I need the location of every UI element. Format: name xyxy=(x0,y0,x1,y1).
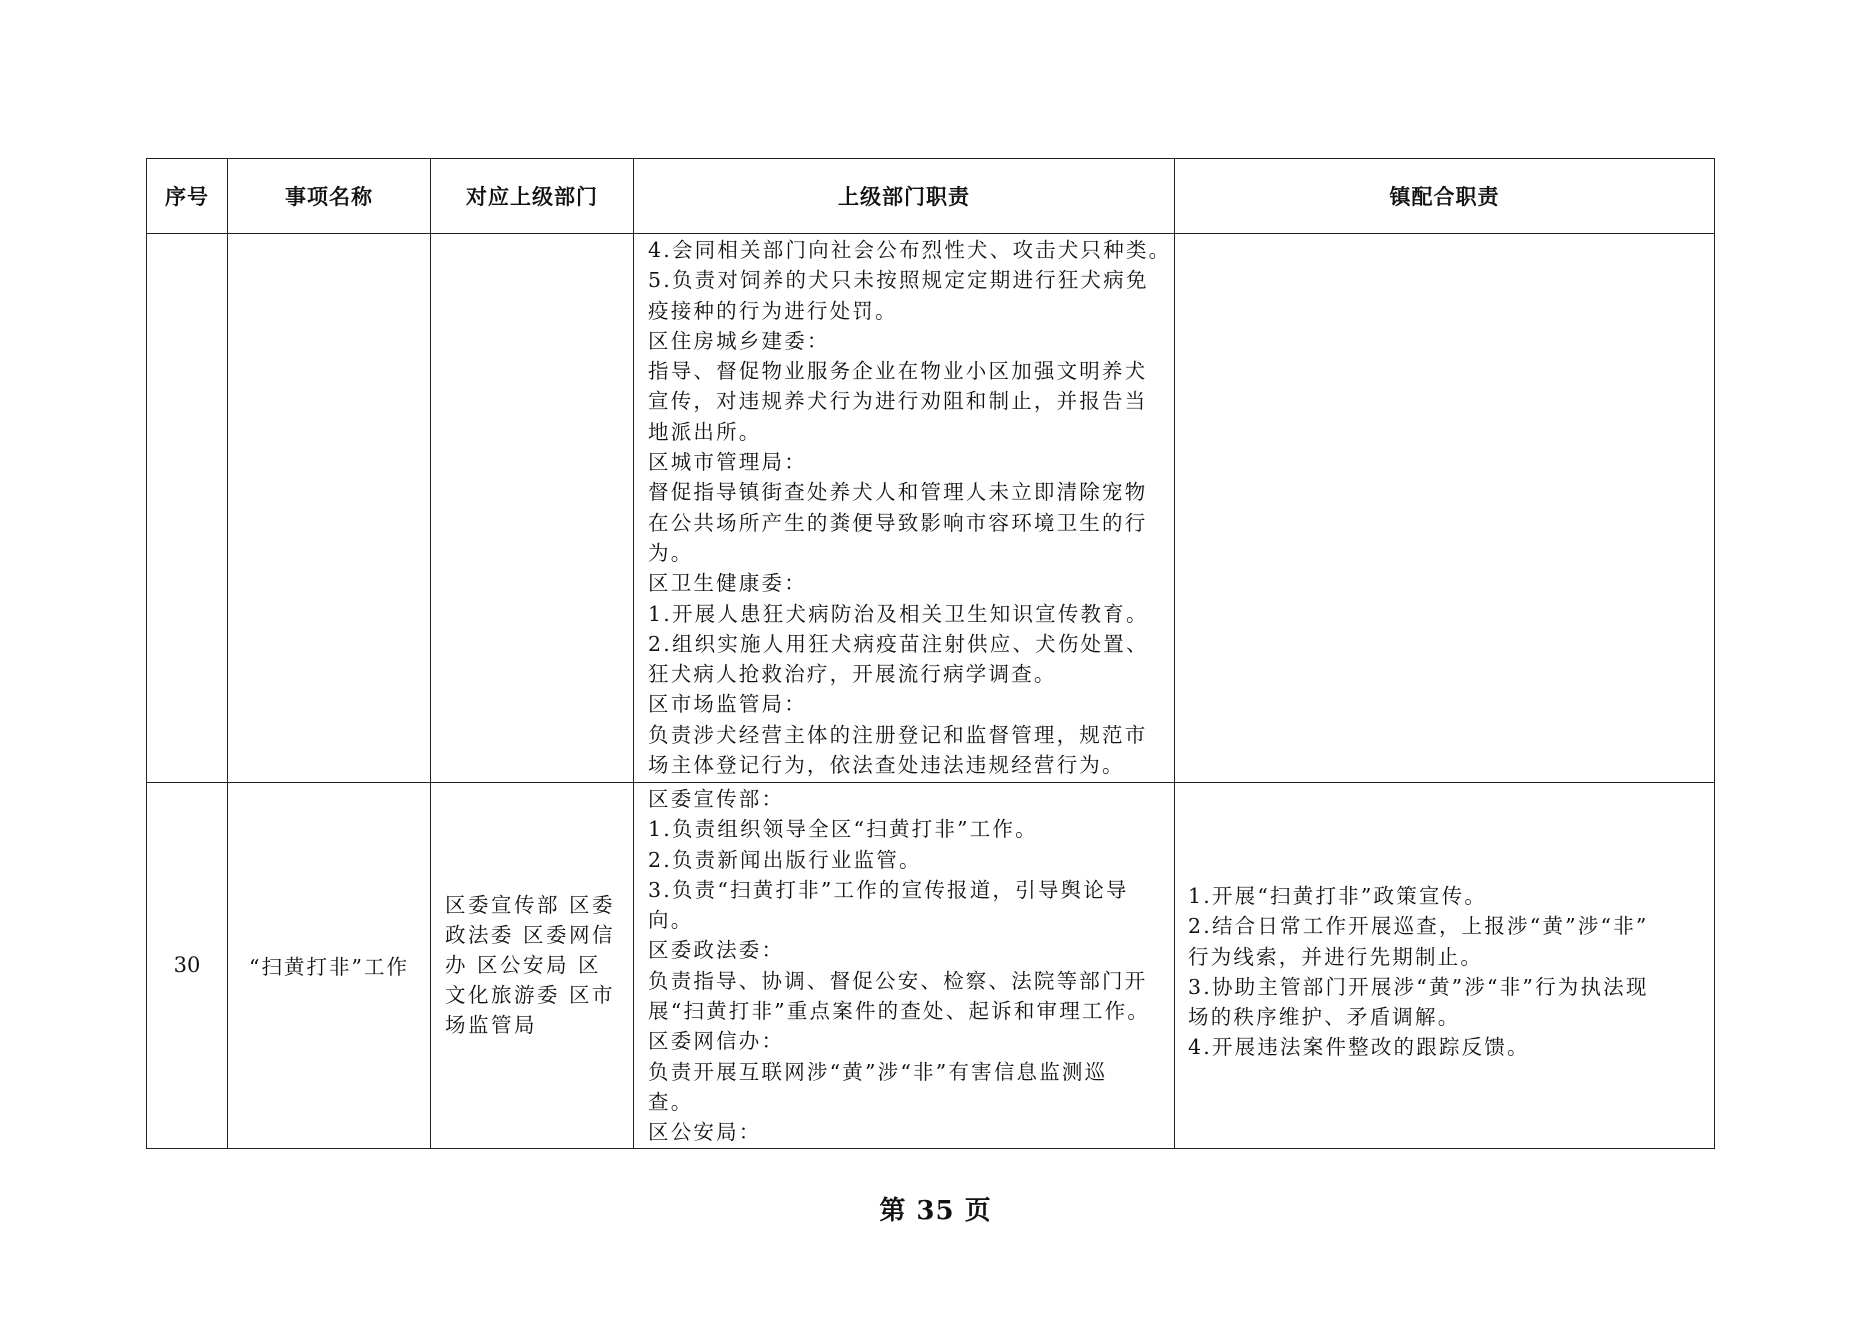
text-line: 在公共场所产生的粪便导致影响市容环境卫生的行 xyxy=(648,510,1148,535)
text-line: 场主体登记行为，依法查处违法违规经营行为。 xyxy=(648,753,1125,778)
row-seq-cell: 30 xyxy=(147,783,228,1149)
row-town-duty-cell xyxy=(1175,783,1715,1149)
text-line: 负责开展互联网涉“黄”涉“非”有害信息监测巡 xyxy=(648,1059,1108,1084)
text-line: 文化旅游委 区市 xyxy=(445,983,616,1008)
text-line: 2.结合日常工作开展巡查，上报涉“黄”涉“非” xyxy=(1188,914,1649,939)
text-line: 2.组织实施人用狂犬病疫苗注射供应、犬伤处置、 xyxy=(648,631,1149,656)
text-line: 指导、督促物业服务企业在物业小区加强文明养犬 xyxy=(648,359,1148,384)
row-upper-dept-cell xyxy=(431,783,634,1149)
row-upper-duty-cell xyxy=(634,783,1175,1149)
page-number: 第 35 页 xyxy=(879,1196,992,1226)
text-line: 3.协助主管部门开展涉“黄”涉“非”行为执法现 xyxy=(1188,974,1649,999)
town-duty-text xyxy=(1188,881,1704,1063)
row-town-duty-cell xyxy=(1175,234,1715,783)
table-row xyxy=(147,783,1715,1149)
text-line: 督促指导镇街查处养犬人和管理人未立即清除宠物 xyxy=(648,480,1148,505)
row-upper-duty-cell xyxy=(634,234,1175,783)
text-line: 区委政法委： xyxy=(648,938,785,963)
row-item-name-cell: “扫黄打非”工作 xyxy=(228,783,431,1149)
text-line: 行为线索，并进行先期制止。 xyxy=(1188,944,1484,969)
header-item-name: 事项名称 xyxy=(228,159,431,234)
header-town-duty: 镇配合职责 xyxy=(1175,159,1715,234)
header-upper-duty: 上级部门职责 xyxy=(634,159,1175,234)
text-line: 办 区公安局 区 xyxy=(445,953,602,978)
text-line: 1.负责组织领导全区“扫黄打非”工作。 xyxy=(648,817,1038,842)
text-line: 负责指导、协调、督促公安、检察、法院等部门开 xyxy=(648,968,1148,993)
text-line: 区城市管理局： xyxy=(648,450,807,475)
text-line: 区委宣传部： xyxy=(648,787,785,811)
text-line: 3.负责“扫黄打非”工作的宣传报道，引导舆论导 xyxy=(648,877,1129,902)
text-line: 1.开展人患狂犬病防治及相关卫生知识宣传教育。 xyxy=(648,601,1149,626)
text-line: 区住房城乡建委： xyxy=(648,328,830,353)
duty-table xyxy=(146,158,1715,1149)
table-row xyxy=(147,234,1715,783)
text-line: 区公安局： xyxy=(648,1120,762,1145)
text-line: 区委网信办： xyxy=(648,1029,785,1054)
text-line: 5.负责对饲养的犬只未按照规定定期进行狂犬病免 xyxy=(648,268,1149,293)
table-header-row xyxy=(147,159,1715,234)
text-line: 宣传，对违规养犬行为进行劝阻和制止，并报告当 xyxy=(648,389,1148,414)
row-item-name-cell xyxy=(228,234,431,783)
text-line: 场的秩序维护、矛盾调解。 xyxy=(1188,1005,1461,1030)
text-line: 查。 xyxy=(648,1089,694,1114)
text-line: 政法委 区委网信 xyxy=(445,923,616,948)
header-upper-dept: 对应上级部门 xyxy=(431,159,634,234)
text-line: 1.开展“扫黄打非”政策宣传。 xyxy=(1188,884,1488,908)
text-line: 负责涉犬经营主体的注册登记和监督管理，规范市 xyxy=(648,722,1148,747)
text-line: 向。 xyxy=(648,908,694,933)
row-upper-dept-cell xyxy=(431,234,634,783)
text-line: 疫接种的行为进行处罚。 xyxy=(648,298,898,323)
text-line: 区委宣传部 区委 xyxy=(445,893,616,918)
text-line: 4.开展违法案件整改的跟踪反馈。 xyxy=(1188,1035,1530,1060)
row-seq-cell xyxy=(147,234,228,783)
upper-duty-text xyxy=(648,235,1172,780)
text-line: 地派出所。 xyxy=(648,419,762,444)
text-line: 区卫生健康委： xyxy=(648,571,807,596)
upper-duty-text xyxy=(648,784,1168,1148)
text-line: 2.负责新闻出版行业监管。 xyxy=(648,847,922,872)
header-seq: 序号 xyxy=(147,159,228,234)
text-line: 为。 xyxy=(648,540,694,565)
text-line: 展“扫黄打非”重点案件的查处、起诉和审理工作。 xyxy=(648,999,1151,1024)
text-line: 4.会同相关部门向社会公布烈性犬、攻击犬只种类。 xyxy=(648,238,1172,262)
upper-dept-text xyxy=(445,890,625,1040)
text-line: 区市场监管局： xyxy=(648,692,807,717)
text-line: 狂犬病人抢救治疗，开展流行病学调查。 xyxy=(648,662,1057,687)
text-line: 场监管局 xyxy=(445,1013,537,1038)
